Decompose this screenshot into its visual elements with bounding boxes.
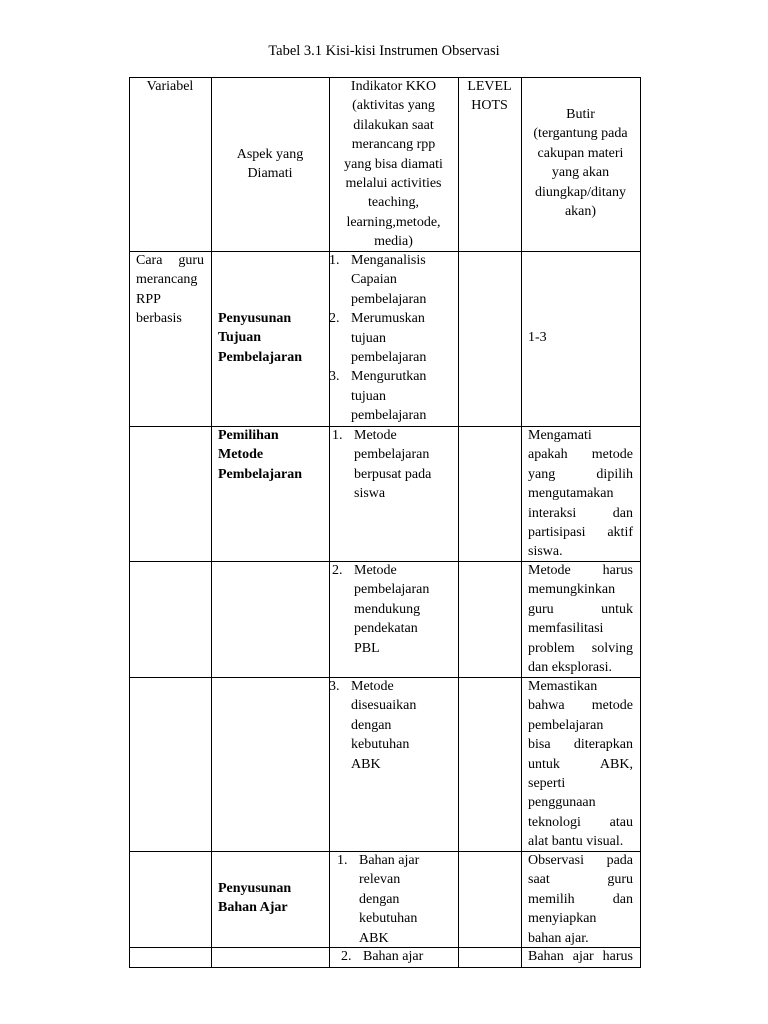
indicator-text: Mengurutkan xyxy=(351,369,427,385)
cell-butir-line: seperti xyxy=(528,776,566,792)
table-column-rule xyxy=(640,77,641,968)
table-row-rule xyxy=(129,967,641,968)
cell-butir xyxy=(528,947,633,966)
header-aspek-diamati xyxy=(211,145,329,184)
indicator-text: ABK xyxy=(351,756,381,772)
header-butir-line: diungkap/ditany xyxy=(535,184,626,200)
cell-variabel-line: RPP xyxy=(136,291,161,307)
cell-variabel-line: berbasis xyxy=(136,311,182,327)
cell-butir-line: yang dipilih xyxy=(528,466,633,482)
indicator-text: siswa xyxy=(354,486,386,502)
indicator-item xyxy=(337,851,458,948)
indicator-text: Metode xyxy=(351,679,394,694)
cell-butir-line: saat guru xyxy=(528,872,633,888)
header-indikator-kko-line: yang bisa diamati xyxy=(344,156,443,172)
indicator-item xyxy=(329,677,458,774)
cell-butir xyxy=(528,851,633,948)
header-indikator-kko-line: learning,metode, xyxy=(346,214,441,230)
cell-butir-line: menyiapkan xyxy=(528,911,597,927)
indicator-number: 1. xyxy=(337,853,348,868)
table-column-rule xyxy=(458,77,459,968)
indicator-text: mendukung xyxy=(354,601,421,617)
cell-butir-line: penggunaan xyxy=(528,795,596,811)
indicator-text: kebutuhan xyxy=(351,737,410,753)
cell-variabel-line: merancang xyxy=(136,272,198,288)
cell-aspek xyxy=(218,879,329,918)
header-butir-line: cakupan materi xyxy=(537,145,624,161)
header-indikator-kko-line: Indikator KKO xyxy=(350,79,437,94)
cell-variabel-line: Cara guru xyxy=(136,253,204,268)
indicator-item xyxy=(329,367,458,425)
header-butir xyxy=(521,105,640,221)
indicator-text: PBL xyxy=(354,640,380,656)
header-aspek-diamati-line: Diamati xyxy=(247,166,293,182)
header-indikator-kko-line: merancang rpp xyxy=(351,137,436,153)
indicator-text: tujuan xyxy=(351,388,386,404)
cell-butir-line: mengutamakan xyxy=(528,486,614,502)
cell-aspek-line: Bahan Ajar xyxy=(218,900,288,916)
cell-butir-line: dan eksplorasi. xyxy=(528,660,612,676)
indicator-text: pendekatan xyxy=(354,621,418,637)
indicator-text: pembelajaran xyxy=(351,408,427,424)
cell-butir-line: memungkinkan xyxy=(528,582,616,598)
header-butir-line: Butir xyxy=(566,107,595,122)
indicator-text: Capaian xyxy=(351,272,397,288)
indicator-number: 2. xyxy=(332,563,343,578)
indicator-item xyxy=(341,947,458,966)
cell-aspek-line: Penyusunan xyxy=(218,311,292,326)
indicator-text: Bahan ajar xyxy=(363,949,424,964)
cell-aspek-line: Metode xyxy=(218,447,264,463)
header-level-hots-line: HOTS xyxy=(471,98,508,114)
header-indikator-kko-line: teaching, xyxy=(368,195,419,211)
indicator-text: pembelajaran xyxy=(354,447,430,463)
indicator-number: 2. xyxy=(341,949,352,964)
table-caption: Tabel 3.1 Kisi-kisi Instrumen Observasi xyxy=(268,43,500,59)
cell-butir-line: pembelajaran xyxy=(528,717,604,733)
indicator-item xyxy=(329,251,458,309)
cell-aspek xyxy=(218,426,329,484)
indicator-number: 3. xyxy=(329,679,340,694)
indicator-text: pembelajaran xyxy=(354,582,430,598)
cell-aspek-line: Penyusunan xyxy=(218,881,292,896)
indicator-item xyxy=(332,426,458,504)
indicator-number: 1. xyxy=(332,428,343,443)
cell-butir-line: teknologi atau xyxy=(528,814,633,830)
header-indikator-kko-line: (aktivitas yang xyxy=(352,98,435,114)
cell-aspek-line: Tujuan xyxy=(218,330,262,346)
indicator-text: tujuan xyxy=(351,330,386,346)
indicator-text: Metode xyxy=(354,428,397,443)
header-aspek-diamati-line: Aspek yang xyxy=(236,147,304,162)
indicator-text: ABK xyxy=(359,930,389,946)
cell-indikator-list xyxy=(332,426,458,504)
cell-indikator-list xyxy=(332,561,458,658)
cell-butir-line: Bahan ajar harus xyxy=(528,949,633,964)
cell-butir-line: untuk ABK, xyxy=(528,756,633,772)
header-variabel xyxy=(129,77,211,96)
cell-butir-line: memilih dan xyxy=(528,891,633,907)
indicator-text: pembelajaran xyxy=(351,350,427,366)
header-butir-line: yang akan xyxy=(551,165,610,181)
header-variabel-line: Variabel xyxy=(146,79,194,94)
indicator-text: dengan xyxy=(351,717,392,733)
indicator-text: berpusat pada xyxy=(354,466,432,482)
indicator-text: Bahan ajar xyxy=(359,853,420,868)
indicator-text: relevan xyxy=(359,872,401,888)
cell-indikator-list xyxy=(337,851,458,948)
header-level-hots xyxy=(458,77,521,116)
cell-butir-line: bahwa metode xyxy=(528,698,633,714)
cell-butir xyxy=(528,561,633,677)
header-indikator-kko-line: media) xyxy=(374,234,413,250)
cell-butir-line: 1-3 xyxy=(528,330,547,345)
indicator-text: Merumuskan xyxy=(351,311,425,327)
indicator-item xyxy=(329,309,458,367)
cell-aspek-line: Pemilihan xyxy=(218,428,279,443)
header-butir-line: akan) xyxy=(564,204,597,220)
header-butir-line: (tergantung pada xyxy=(533,126,628,142)
indicator-text: pembelajaran xyxy=(351,291,427,307)
cell-butir-line: bisa diterapkan xyxy=(528,737,633,753)
cell-butir-line: Mengamati xyxy=(528,428,592,443)
cell-variabel xyxy=(136,251,204,329)
cell-indikator-list xyxy=(341,947,458,966)
cell-butir-line: memfasilitasi xyxy=(528,621,604,637)
cell-butir xyxy=(528,426,633,562)
table-column-rule xyxy=(129,77,130,968)
cell-aspek-line: Pembelajaran xyxy=(218,349,302,365)
indicator-number: 2. xyxy=(329,311,340,327)
cell-butir-line: alat bantu visual. xyxy=(528,834,624,850)
cell-butir-line: partisipasi aktif xyxy=(528,525,633,541)
cell-butir-line: siswa. xyxy=(528,544,563,560)
header-indikator-kko-line: melalui activities xyxy=(345,176,442,192)
cell-butir-line: Observasi pada xyxy=(528,853,633,868)
cell-butir xyxy=(528,677,633,852)
header-level-hots-line: LEVEL xyxy=(467,79,512,94)
cell-butir-line: apakah metode xyxy=(528,447,633,463)
cell-butir-line: Memastikan xyxy=(528,679,598,694)
cell-butir-line: guru untuk xyxy=(528,601,633,617)
indicator-number: 3. xyxy=(329,369,340,385)
indicator-text: Metode xyxy=(354,563,397,578)
indicator-text: kebutuhan xyxy=(359,911,418,927)
cell-butir-line: interaksi dan xyxy=(528,505,633,521)
cell-aspek xyxy=(218,309,329,367)
cell-butir xyxy=(528,328,633,347)
cell-aspek-line: Pembelajaran xyxy=(218,466,302,482)
indicator-item xyxy=(332,561,458,658)
cell-indikator-list xyxy=(329,251,458,426)
cell-indikator-list xyxy=(329,677,458,774)
cell-butir-line: problem solving xyxy=(528,640,633,656)
cell-butir-line: bahan ajar. xyxy=(528,930,589,946)
indicator-number: 1. xyxy=(329,253,340,268)
table-column-rule xyxy=(211,77,212,968)
cell-butir-line: Metode harus xyxy=(528,563,633,578)
header-indikator-kko xyxy=(329,77,458,252)
indicator-text: Menganalisis xyxy=(351,253,426,268)
header-indikator-kko-line: dilakukan saat xyxy=(353,117,434,133)
indicator-text: disesuaikan xyxy=(351,698,417,714)
indicator-text: dengan xyxy=(359,891,400,907)
